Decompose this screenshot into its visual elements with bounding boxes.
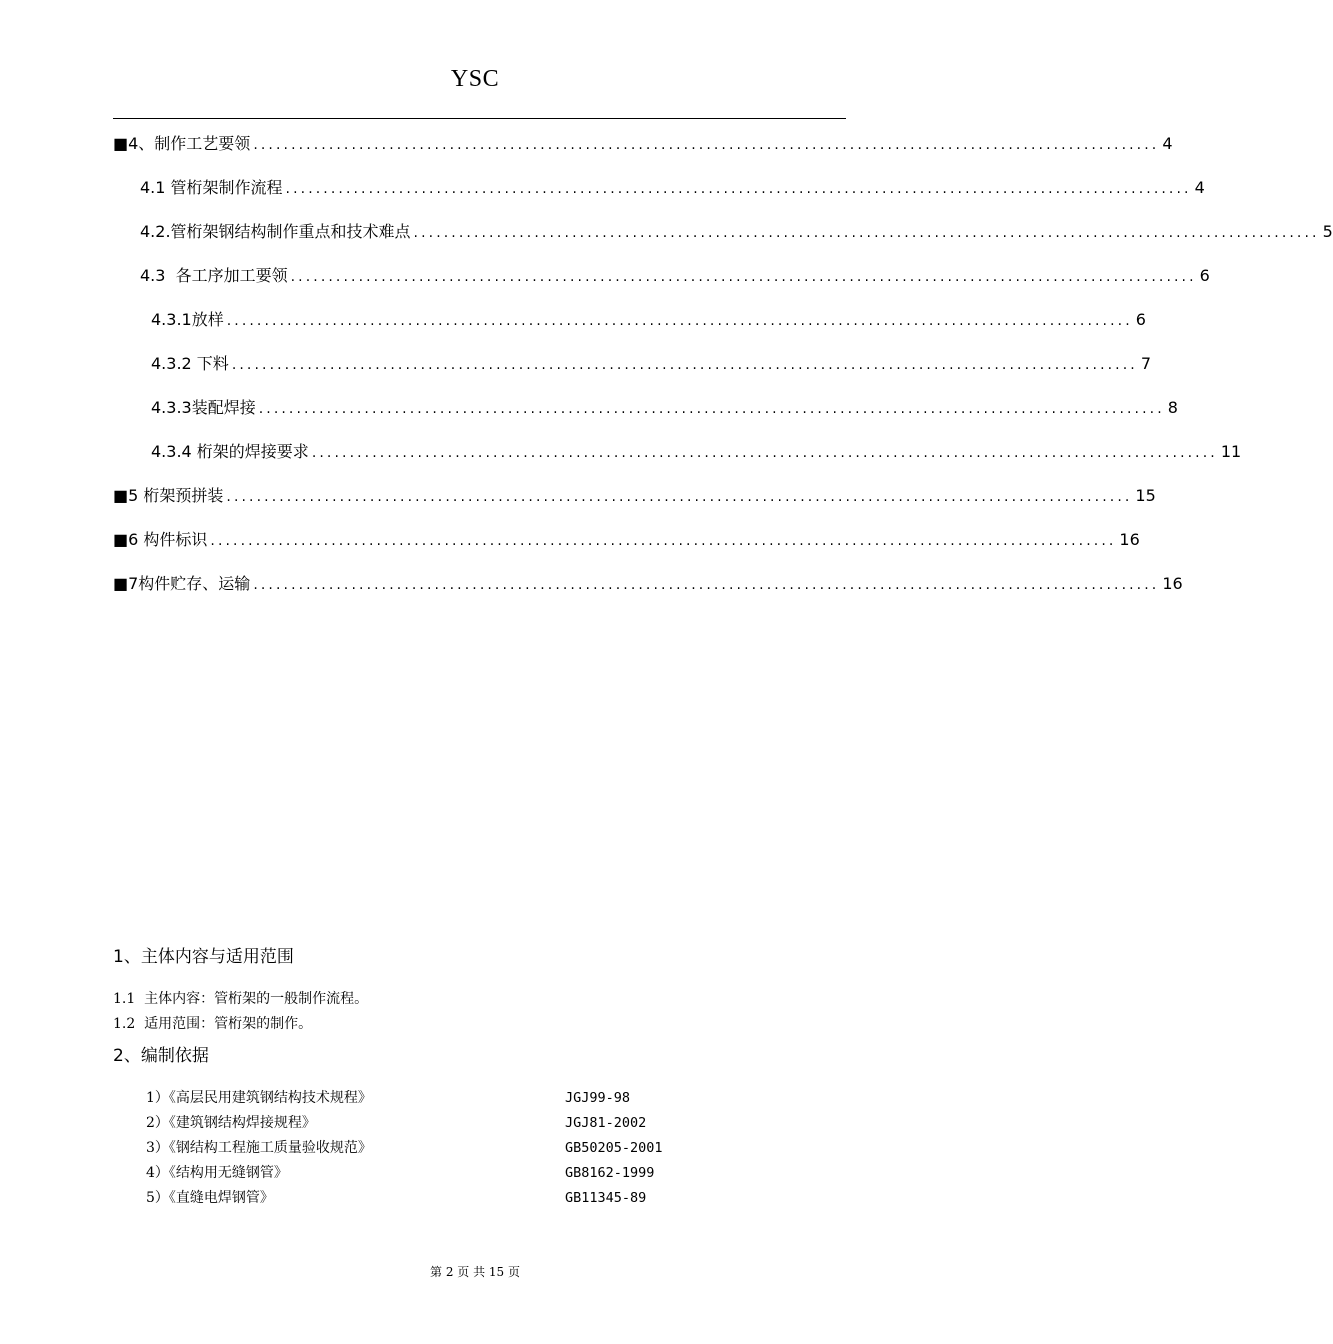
toc-entry[interactable] (151, 438, 1242, 462)
toc-entry-label: ■5 桁架预拼装 (113, 486, 224, 505)
reference-title: 1）《高层民用建筑钢结构技术规程》 (146, 1090, 372, 1106)
toc-dot-leader: ........................................................................................................................ (226, 313, 1133, 329)
toc-dot-leader: ........................................................................................................................ (413, 225, 1320, 241)
reference-code: GB8162-1999 (565, 1165, 655, 1181)
toc-entry[interactable] (140, 262, 1210, 286)
toc-dot-leader: ........................................................................................................................ (290, 269, 1197, 285)
reference-title: 2）《建筑钢结构焊接规程》 (146, 1115, 316, 1131)
toc-entry-label: 4.3 各工序加工要领 (140, 266, 288, 285)
toc-page-number: 8 (1167, 398, 1178, 417)
page-footer: 第 2 页 共 15 页 (430, 1265, 520, 1279)
toc-entry-label: 4.3.3装配焊接 (151, 398, 256, 417)
reference-title: 4）《结构用无缝钢管》 (146, 1165, 288, 1181)
toc-page-number: 11 (1220, 442, 1242, 461)
toc-entry-label: 4.3.2 下料 (151, 354, 229, 373)
toc-entry[interactable] (151, 306, 1146, 330)
reference-item (146, 1139, 686, 1159)
toc-page-number: 5 (1322, 222, 1333, 241)
toc-dot-leader: ........................................................................................................................ (311, 445, 1218, 461)
reference-code: GB11345-89 (565, 1190, 647, 1206)
toc-page-number: 4 (1194, 178, 1205, 197)
toc-dot-leader: ........................................................................................................................ (258, 401, 1165, 417)
reference-item (146, 1114, 686, 1134)
toc-dot-leader: ........................................................................................................................ (253, 577, 1160, 593)
table-of-contents (0, 0, 1333, 600)
toc-entry[interactable] (140, 174, 1205, 198)
reference-code: JGJ99-98 (565, 1090, 631, 1106)
toc-entry[interactable] (151, 394, 1178, 418)
toc-entry[interactable] (113, 570, 1183, 594)
reference-title: 5）《直缝电焊钢管》 (146, 1190, 274, 1206)
section-heading: 1、主体内容与适用范围 (113, 947, 294, 967)
toc-dot-leader: ........................................................................................................................ (285, 181, 1192, 197)
toc-dot-leader: ........................................................................................................................ (253, 137, 1160, 153)
scope-range-line: 1.2 适用范围：管桁架的制作。 (113, 1016, 313, 1032)
toc-entry[interactable] (113, 526, 1140, 550)
section-heading: 2、编制依据 (113, 1046, 209, 1066)
toc-entry-label: ■6 构件标识 (113, 530, 208, 549)
toc-entry[interactable] (113, 482, 1156, 506)
toc-entry-label: ■4、制作工艺要领 (113, 134, 251, 153)
header-title: YSC (450, 66, 500, 92)
toc-entry[interactable] (151, 350, 1152, 374)
toc-entry[interactable] (113, 130, 1173, 154)
toc-page-number: 16 (1162, 574, 1183, 593)
toc-page-number: 6 (1135, 310, 1146, 329)
toc-page-number: 6 (1199, 266, 1210, 285)
reference-item (146, 1189, 686, 1209)
toc-dot-leader: ........................................................................................................................ (210, 533, 1117, 549)
toc-entry-label: ■7构件贮存、运输 (113, 574, 251, 593)
toc-entry-label: 4.1 管桁架制作流程 (140, 178, 283, 197)
reference-item (146, 1089, 686, 1109)
reference-item (146, 1164, 686, 1184)
toc-entry[interactable] (140, 218, 1333, 242)
toc-page-number: 7 (1140, 354, 1152, 373)
reference-code: JGJ81-2002 (565, 1115, 647, 1131)
toc-entry-label: 4.2.管桁架钢结构制作重点和技术难点 (140, 222, 411, 241)
toc-entry-label: 4.3.1放样 (151, 310, 224, 329)
toc-dot-leader: ........................................................................................................................ (231, 357, 1138, 373)
reference-title: 3）《钢结构工程施工质量验收规范》 (146, 1140, 372, 1156)
toc-page-number: 16 (1119, 530, 1140, 549)
reference-code: GB50205-2001 (565, 1140, 663, 1156)
toc-entry-label: 4.3.4 桁架的焊接要求 (151, 442, 309, 461)
toc-page-number: 4 (1162, 134, 1173, 153)
toc-page-number: 15 (1135, 486, 1156, 505)
toc-dot-leader: ........................................................................................................................ (226, 489, 1133, 505)
scope-content-line: 1.1 主体内容：管桁架的一般制作流程。 (113, 991, 369, 1007)
